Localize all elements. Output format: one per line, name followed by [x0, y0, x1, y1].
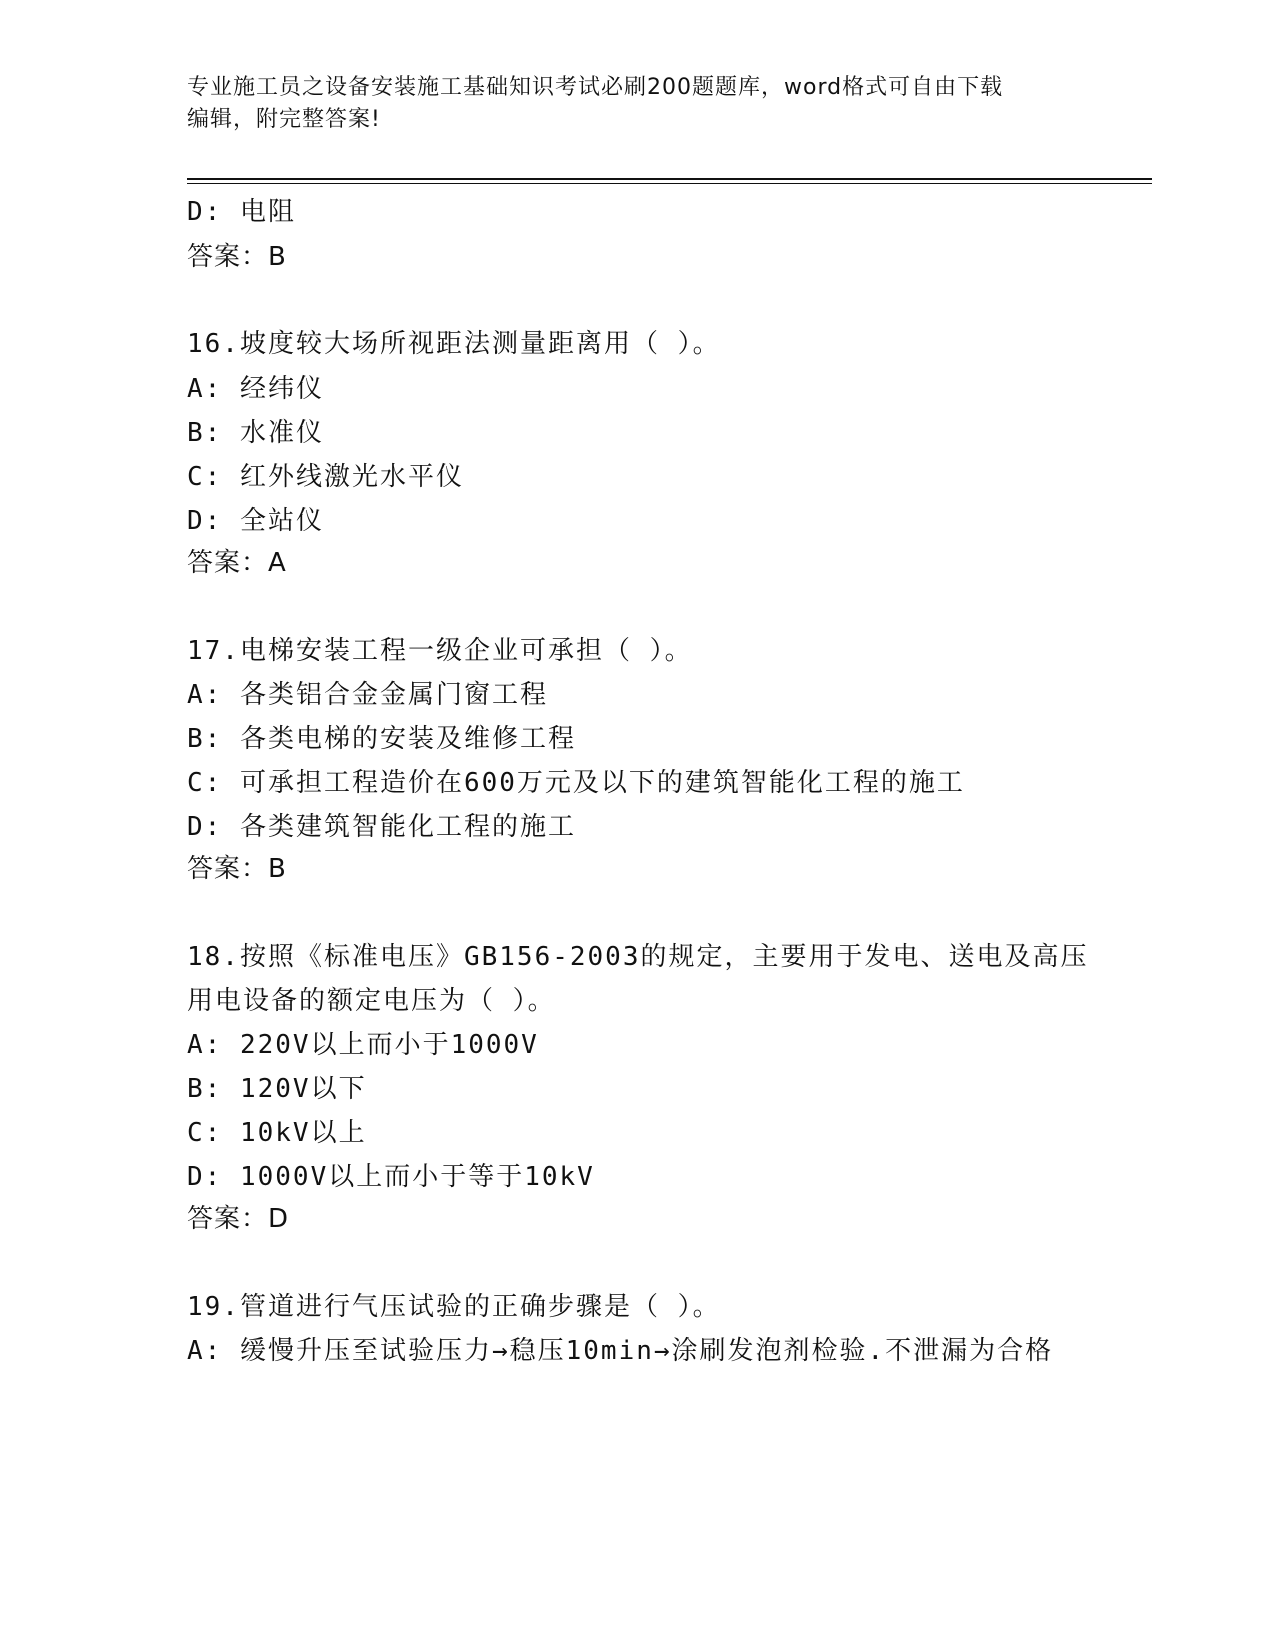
q18-option-d: D: 1000V以上而小于等于10kV	[187, 1162, 595, 1192]
q16-option-b: B: 水准仪	[187, 418, 324, 448]
q18-answer: 答案：D	[187, 1204, 290, 1234]
document-header	[187, 72, 1067, 136]
q18-question-line-2: 用电设备的额定电压为（ ）。	[187, 986, 556, 1016]
q17-option-c: C: 可承担工程造价在600万元及以下的建筑智能化工程的施工	[187, 768, 965, 798]
header-line-1: 专业施工员之设备安装施工基础知识考试必刷200题题库，word格式可自由下载	[187, 75, 1004, 100]
q18-option-b: B: 120V以下	[187, 1074, 367, 1104]
q15-option-d: D: 电阻	[187, 197, 296, 227]
q16-option-c: C: 红外线激光水平仪	[187, 462, 464, 492]
q16-answer: 答案：A	[187, 548, 287, 578]
q17-option-d: D: 各类建筑智能化工程的施工	[187, 812, 576, 842]
header-line-2: 编辑，附完整答案!	[187, 107, 381, 132]
q17-question: 17.电梯安装工程一级企业可承担（ ）。	[187, 636, 693, 666]
q16-question: 16.坡度较大场所视距法测量距离用（ ）。	[187, 329, 721, 359]
q17-option-b: B: 各类电梯的安装及维修工程	[187, 724, 576, 754]
q15-answer: 答案：B	[187, 242, 287, 272]
q18-option-a: A: 220V以上而小于1000V	[187, 1030, 539, 1060]
q19-question: 19.管道进行气压试验的正确步骤是（ ）。	[187, 1292, 721, 1322]
q17-option-a: A: 各类铝合金金属门窗工程	[187, 680, 548, 710]
q16-option-a: A: 经纬仪	[187, 374, 324, 404]
q18-option-c: C: 10kV以上	[187, 1118, 367, 1148]
header-rule-thick	[187, 178, 1152, 180]
q18-question-line-1: 18.按照《标准电压》GB156-2003的规定，主要用于发电、送电及高压	[187, 942, 1089, 972]
q16-option-d: D: 全站仪	[187, 506, 324, 536]
header-rule-thin	[187, 183, 1152, 184]
q19-option-a: A: 缓慢升压至试验压力→稳压10min→涂刷发泡剂检验.不泄漏为合格	[187, 1336, 1054, 1366]
q17-answer: 答案：B	[187, 854, 287, 884]
